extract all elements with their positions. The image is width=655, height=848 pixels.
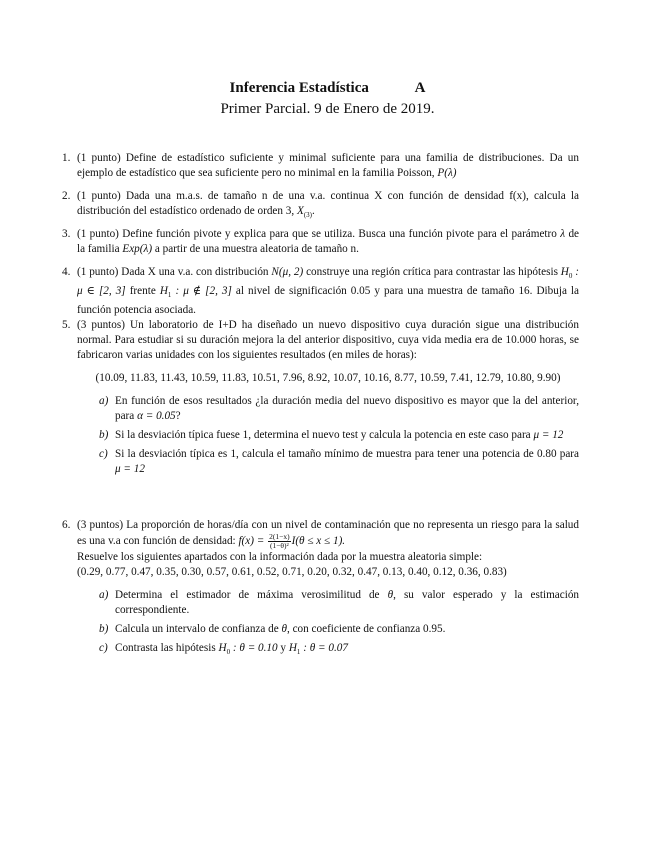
subquestion-label: c) — [99, 642, 108, 654]
subquestion-text: y — [280, 642, 287, 654]
question-5 — [62, 318, 579, 477]
math-subscript: 1 — [296, 648, 301, 657]
math-expr: λ — [560, 228, 566, 240]
math-expr: θ — [387, 589, 394, 601]
math-expr: I(θ ≤ x ≤ 1). — [291, 535, 346, 548]
math-expr: μ = 12 — [115, 463, 145, 475]
subquestion-c — [99, 447, 579, 477]
math-expr: : θ = 0.07 — [303, 642, 348, 654]
math-expr: μ = 12 — [533, 429, 564, 441]
subquestion-b — [99, 622, 579, 637]
exam-title — [0, 80, 655, 97]
question-number: 2. — [62, 190, 71, 202]
question-text: Resuelve los siguientes apartados con la información dada por la muestra aleatoria simple: — [77, 551, 483, 563]
subquestion-text: , su valor esperado y la estimación correspondiente. — [115, 589, 580, 616]
question-text: (1 punto) Define función pivote y explica para que se utiliza. Busca una función pivote para el parámetro — [77, 228, 557, 240]
subquestion-text: En función de esos resultados ¿la duración media del nuevo dispositivo es mayor que la del anterior, para — [115, 395, 579, 422]
math-subscript: (3) — [303, 211, 312, 220]
question-number: 6. — [62, 519, 71, 531]
subquestion-c — [99, 641, 579, 660]
math-expr: P(λ) — [437, 167, 457, 179]
question-number: 4. — [62, 266, 71, 278]
fraction-denominator: (1−θ)² — [269, 541, 289, 550]
subquestion-text: Contrasta las hipótesis — [115, 642, 216, 654]
math-expr: f(x) = — [238, 535, 265, 548]
question-text: (1 punto) Dada una m.a.s. de tamaño n de una v.a. continua X con función de densidad f(x), calcula la distribución del estadístico ordenado de orden 3, — [77, 190, 579, 217]
question-text: (3 puntos) La proporción de horas/día con un nivel de contaminación que no representa un riesgo para la salud es una v.a con función de densidad: — [77, 519, 579, 548]
math-expr: H — [560, 266, 569, 278]
math-subscript: 0 — [226, 648, 231, 657]
sample-data: (10.09, 11.83, 11.43, 10.59, 11.83, 10.51, 7.96, 8.92, 10.07, 10.16, 8.77, 10.59, 7.41, 12.79, 10.80, 9.90) — [95, 372, 561, 384]
question-4 — [62, 265, 580, 318]
subquestion-a — [99, 588, 580, 618]
math-subscript: 0 — [568, 272, 573, 281]
sample-data: (0.29, 0.77, 0.47, 0.35, 0.30, 0.57, 0.61, 0.52, 0.71, 0.20, 0.32, 0.47, 0.13, 0.40, 0.12, 0.36, 0.83) — [77, 566, 507, 578]
question-2 — [62, 189, 579, 223]
math-expr: H — [218, 642, 227, 654]
question-text: al nivel de significación 0.05 y para una muestra de tamaño 16. Dibuja la función potencia asociada. — [77, 285, 580, 317]
subquestion-label: b) — [99, 429, 109, 441]
math-expr: H — [159, 285, 168, 298]
subquestion-text: Determina el estimador de máxima verosimilitud de — [115, 589, 380, 601]
math-expr: α = 0.05 — [137, 410, 176, 422]
subquestion-text: Si la desviación típica fuese 1, determina el nuevo test y calcula la potencia en este caso para — [115, 429, 531, 441]
subquestion-label: a) — [99, 395, 109, 407]
punctuation: ? — [175, 410, 181, 422]
question-number: 3. — [62, 228, 71, 240]
question-text: (3 puntos) Un laboratorio de I+D ha diseñado un nuevo dispositivo cuya duración sigue una distribución normal. Para estudiar si su duración mejora la del anterior dispositivo, cuya vida media era de 10.000 horas, se fabricaron varias unidades con los siguientes resultados (en miles de horas): — [77, 319, 579, 361]
subquestion-text: Si la desviación típica es 1, calcula el tamaño mínimo de muestra para tener una potencia de 0.80 para — [115, 448, 579, 460]
question-text: a partir de una muestra aleatoria de tamaño n. — [154, 243, 359, 255]
question-6 — [62, 518, 580, 660]
math-expr: : μ ∈ [2, 3] — [77, 266, 579, 298]
math-expr: : θ = 0.10 — [232, 642, 278, 654]
subquestion-label: c) — [99, 448, 108, 460]
math-expr: X — [296, 205, 304, 217]
punctuation: . — [311, 205, 315, 217]
subquestion-text: , con coeficiente de confianza 0.95. — [287, 623, 446, 635]
math-expr: : μ ∉ [2, 3] — [175, 285, 232, 298]
question-number: 5. — [62, 319, 71, 331]
question-text: frente — [129, 285, 156, 298]
question-1 — [62, 151, 579, 181]
subquestion-label: b) — [99, 623, 109, 635]
question-text: construye una región crítica para contrastar las hipótesis — [306, 266, 558, 278]
math-expr: H — [288, 642, 297, 654]
subquestion-a — [99, 394, 579, 424]
question-number: 1. — [62, 152, 71, 164]
subquestion-b — [99, 428, 579, 443]
math-expr: θ — [281, 623, 287, 635]
question-text: de la familia — [77, 228, 579, 255]
question-3 — [62, 227, 579, 257]
density-fraction — [268, 533, 290, 550]
question-text: (1 punto) Dada X una v.a. con distribución — [77, 266, 269, 278]
math-subscript: 1 — [167, 291, 172, 300]
course-title: Inferencia Estadística — [229, 80, 369, 96]
subquestion-text: Calcula un intervalo de confianza de — [115, 623, 279, 635]
math-expr: Exp(λ) — [122, 243, 153, 255]
exam-subtitle: Primer Parcial. 9 de Enero de 2019. — [220, 101, 435, 117]
math-expr: N(μ, 2) — [271, 266, 304, 278]
question-text: (1 punto) Define de estadístico suficiente y minimal suficiente para una familia de distribuciones. Da un ejemplo de estadístico que sea suficiente pero no minimal en la familia Poisson, — [77, 152, 579, 179]
exam-variant: A — [414, 80, 426, 96]
subquestion-label: a) — [99, 589, 109, 601]
fraction-numerator: 2(1−x) — [269, 532, 290, 541]
